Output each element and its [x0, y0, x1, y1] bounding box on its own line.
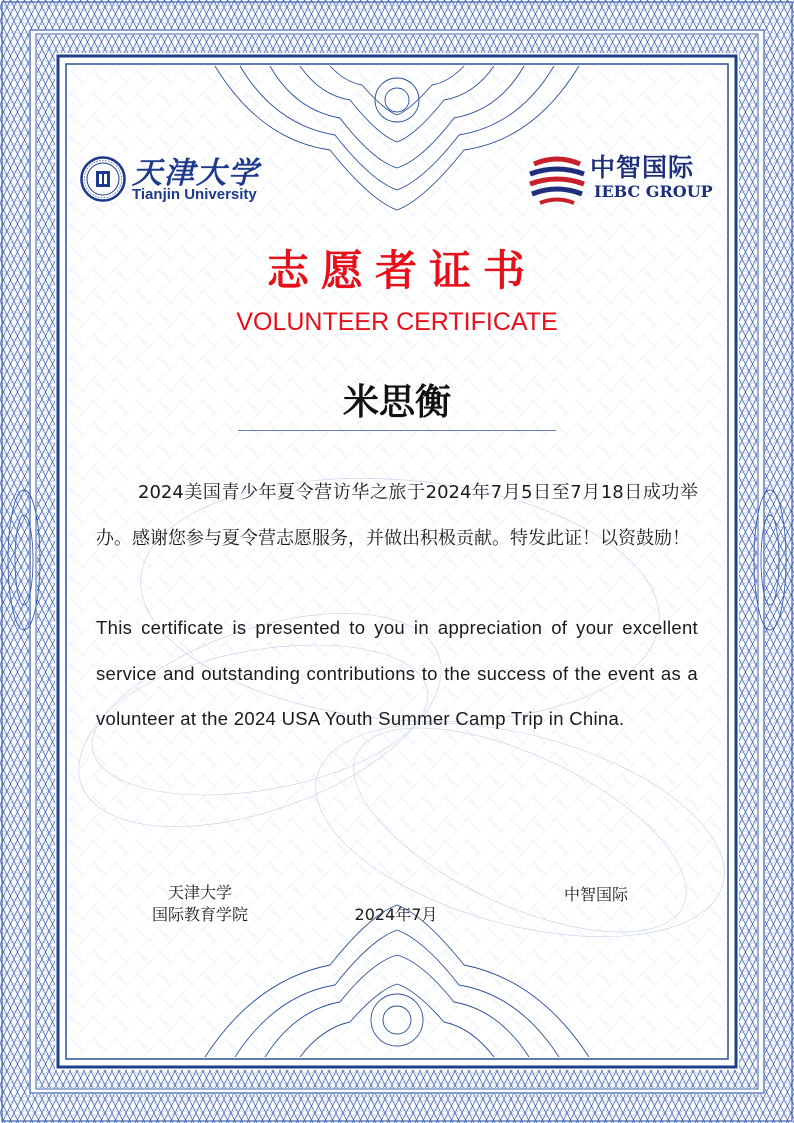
certificate-body-cn: 2024美国青少年夏令营访华之旅于2024年7月5日至7月18日成功举办。感谢您参与夏令营志愿服务，并做出积极贡献。特发此证！以资鼓励！: [96, 482, 698, 549]
iebc-name-cn: 中智国际: [590, 153, 695, 182]
certificate-body-en: This certificate is presented to you in appreciation of your excellent service and outstanding contributions to the success of the event as a volunteer at the 2024 USA Youth Summer Camp Trip in China.: [96, 617, 698, 729]
university-seal-icon: [80, 156, 126, 202]
iebc-name-en: IEBC GROUP: [594, 182, 713, 201]
tju-name-en: Tianjin University: [132, 186, 257, 203]
issue-date: 2024年7月: [354, 905, 438, 924]
certificate-title-cn: 志愿者证书: [266, 246, 537, 295]
name-underline: [238, 430, 556, 431]
tju-name-cn: 天津大学: [132, 156, 260, 191]
tianjin-university-logo: [80, 148, 280, 210]
recipient-name: 米思衡: [342, 382, 451, 423]
iebc-group-logo: [528, 146, 728, 210]
globe-logo-icon: [528, 150, 586, 208]
issuer-left-line2: 国际教育学院: [151, 905, 248, 924]
signature-issuer-left: [120, 882, 280, 926]
signature-issuer-right: 中智国际: [563, 885, 628, 904]
issuer-left-line1: 天津大学: [167, 883, 232, 902]
certificate-title-en: VOLUNTEER CERTIFICATE: [236, 308, 558, 336]
